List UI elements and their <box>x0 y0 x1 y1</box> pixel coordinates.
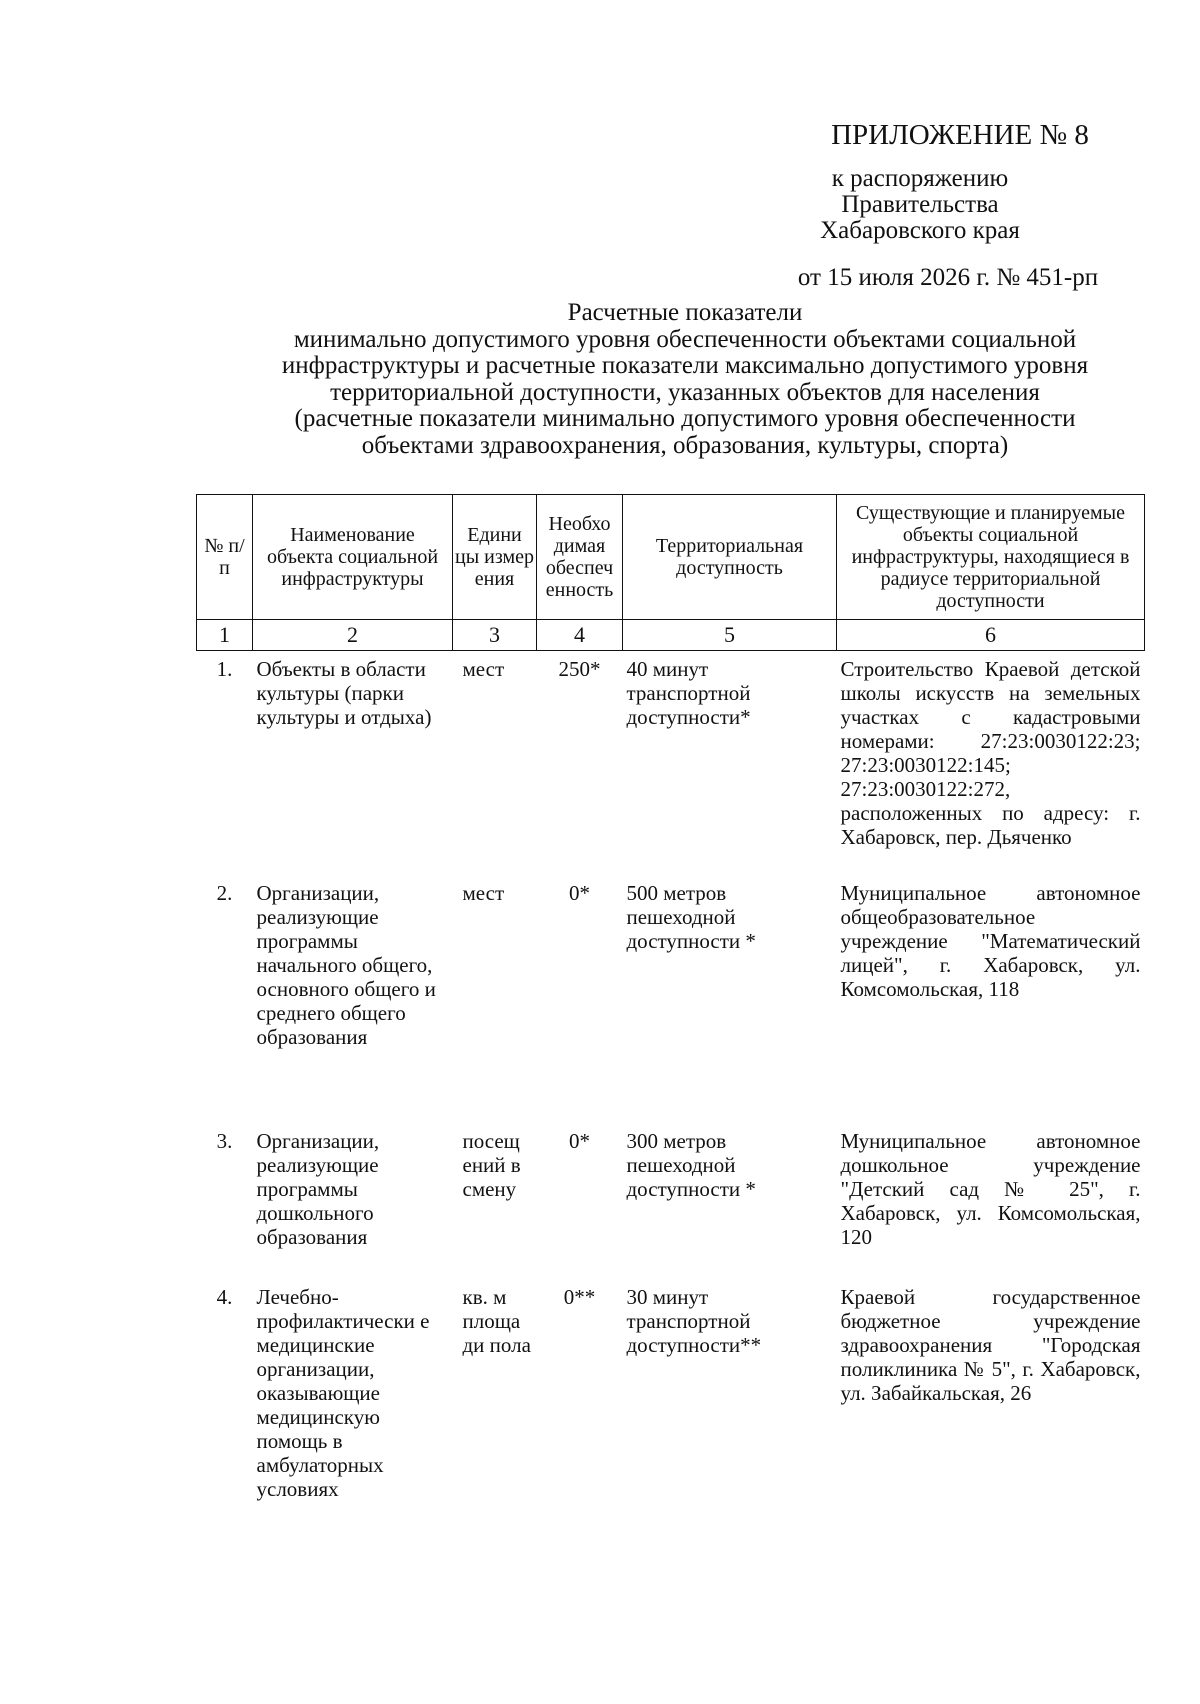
column-number: 6 <box>837 620 1145 651</box>
row-number: 3. <box>216 1128 233 1153</box>
table-header <box>197 495 1145 651</box>
header-access: Территориальная доступность <box>623 495 837 620</box>
appendix-number: ПРИЛОЖЕНИЕ № 8 <box>831 119 1089 151</box>
row-need: 0* <box>569 1128 590 1153</box>
appendix-reference <box>740 166 1100 244</box>
title-line: (расчетные показатели минимально допустимого уровня обеспеченности <box>294 405 1076 432</box>
row-need: 0** <box>563 1284 596 1309</box>
row-name: Организации, реализующие программы начального общего, основного общего и среднего общего образования <box>256 880 436 1049</box>
row-name: Организации, реализующие программы дошкольного образования <box>256 1128 380 1249</box>
row-need: 0* <box>569 880 590 905</box>
row-unit: мест <box>462 880 505 905</box>
row-unit: посещ ений в смену <box>462 1128 521 1201</box>
title-line: Расчетные показатели <box>567 299 803 326</box>
header-objects: Существующие и планируемые объекты социальной инфраструктуры, находящиеся в радиусе территориальной доступности <box>837 495 1145 620</box>
appendix-line-3: Хабаровского края <box>820 217 1020 244</box>
column-number: 4 <box>537 620 623 651</box>
row-objects: Муниципальное автономное общеобразовательное учреждение "Математический лицей", г. Хабаровск, ул. Комсомольская, 118 <box>840 880 1141 1001</box>
header-name: Наименование объекта социальной инфраструктуры <box>253 495 453 620</box>
row-name: Лечебно-профилактически е медицинские организации, оказывающие медицинскую помощь в амбулаторных условиях <box>256 1284 430 1501</box>
row-unit: мест <box>462 657 505 681</box>
table-row <box>197 1123 1145 1279</box>
appendix-date: от 15 июля 2026 г. № 451-рп <box>797 264 1099 291</box>
header-need: Необхо димая обеспеч енность <box>537 495 623 620</box>
column-number: 2 <box>253 620 453 651</box>
appendix-line-1: к распоряжению <box>831 165 1009 192</box>
column-number-row <box>197 620 1145 651</box>
table-row <box>197 1279 1145 1501</box>
column-number: 1 <box>197 620 253 651</box>
row-objects: Муниципальное автономное дошкольное учреждение "Детский сад № 25", г. Хабаровск, ул. Комсомольская, 120 <box>840 1128 1141 1249</box>
row-access: 40 минут транспортной доступности* <box>626 657 751 729</box>
row-number: 2. <box>216 880 233 905</box>
title-line: территориальной доступности, указанных объектов для населения <box>330 378 1040 406</box>
appendix-line-2: Правительства <box>841 191 999 218</box>
title-line: объектами здравоохранения, образования, культуры, спорта) <box>361 431 1009 459</box>
column-number: 3 <box>453 620 537 651</box>
row-objects: Краевой государственное бюджетное учреждение здравоохранения "Городская поликлиника № 5", г. Хабаровск, ул. Забайкальская, 26 <box>840 1284 1141 1405</box>
table-row <box>197 651 1145 875</box>
row-access: 300 метров пешеходной доступности * <box>626 1128 756 1201</box>
row-number: 4. <box>216 1284 233 1309</box>
header-num: № п/п <box>197 495 253 620</box>
column-number: 5 <box>623 620 837 651</box>
row-access: 30 минут транспортной доступности** <box>626 1284 762 1357</box>
title-line: минимально допустимого уровня обеспеченности объектами социальной <box>293 325 1077 353</box>
row-unit: кв. м площа ди пола <box>462 1284 531 1357</box>
row-need: 250* <box>558 657 601 681</box>
indicators-table <box>196 494 1145 1501</box>
title-line: инфраструктуры и расчетные показатели максимально допустимого уровня <box>281 352 1089 379</box>
document-title <box>200 300 1170 459</box>
row-access: 500 метров пешеходной доступности * <box>626 880 756 953</box>
row-name: Объекты в области культуры (парки культуры и отдыха) <box>256 657 432 729</box>
row-objects: Строительство Краевой детской школы искусств на земельных участках с кадастровыми номерами: 27:23:0030122:23; 27:23:0030122:145; 27:23:0030122:272, расположенных по адресу: г. Хабаровск, пер. Дьяченко <box>840 657 1141 849</box>
appendix-block <box>740 118 1100 292</box>
table-row <box>197 875 1145 1123</box>
header-unit: Едини цы измер ения <box>453 495 537 620</box>
row-number: 1. <box>216 657 233 681</box>
